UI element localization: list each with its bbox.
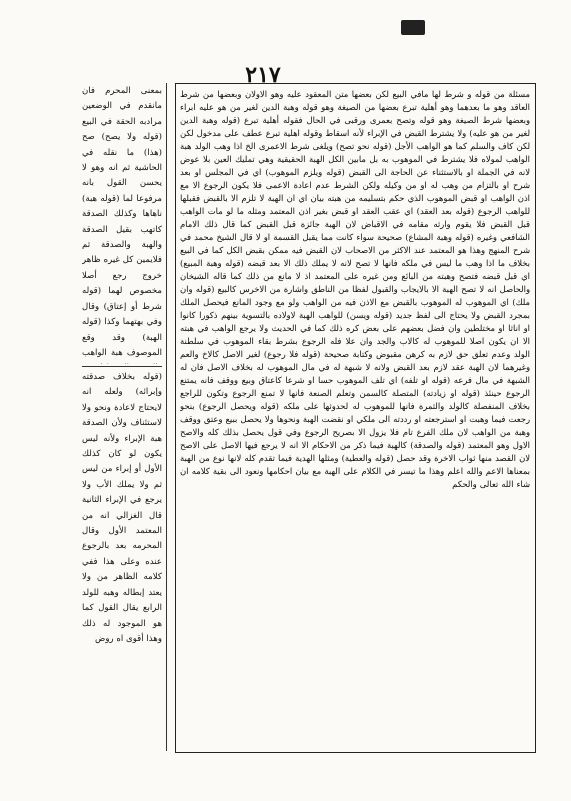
margin-note-top: بمعنى المحرم فان مانقدم في الوضعين مرادبه الحقة في البيع (قوله ولا يصح) صح (هذا) ما نقله في الحاشية ثم انه وهو لا يحسن القول بانه مرفوعا لما (قوله هبة) ناهاها وكذلك الصدقة كاتهب بقيل الصدقة والهبة والصدقة ثم فلايمين كل غيره ظاهر خروج رجع أصلا مخصوص لهما (قوله شرط أو إعتاق) وقال وفي بهتهما وكذا (قوله الهبة) وقد وقع الموصوف هبة الواهب <box>82 86 162 358</box>
header-ink-mark <box>401 20 425 35</box>
margin-note-separator <box>82 366 162 367</box>
main-text-body: مسئلة من قوله و شرط لها مافي البيع لكن بعضها متن المعقود عليه وهو الاولان وبعضها من شرط العاقد وهو ما بعدهما وهو أهلية تبرع بعضها من الصيغة وهو قوله وهبة الدين لغير من هو عليه ابراء وبعضها شرط الصيغة وهو قوله وتصح بعمرى ورقبى في الحال فقوله أهلية تبرع (قوله وهبة الدين لغير من هو عليه) ولا يشترط القبض في الإبراء لأنه اسقاط وقوله اهلية تبرع عطف على مدخول لكن لكن كاف والسلم كما هو الواهب الأجل (قوله نحو تصح) ويلغى شرط الاعمرى الخ اذا وهب الولد هبة الواهب لمولاه فلا يشترط في الموهوب به بل مابين الكل الهبة الحقيقية وهي تمليك العين بلا عوض لانه في الجملة او بالاستثناء عن الحاجة الى القبض (قوله ويلزم الموهوب) اي في المجلس او بعد شرح او بالتزام من وهب له او من وكيله ولكن الشرط عدم اعادة الاعمى فلا يكون الرجوع الا مع اذن الواهب او قبض الموهوب الذي حكم بتسليمه من هبته بيان اي ان الهبة لا تلزم الا بالقبض فقبلها للواهب الرجوع (قوله بعد العقد) اي عقب العقد او قبض بغير اذن المعتمد ومثله ما لو مات الواهب قبل القبض فلا يقوم وارثه مقامه في الاقباض لان الهبة جائزة قبل القبض كما قال ذلك الامام الشافعي وغيره (قوله وهبة المشاع) صحيحة سواء كانت مما يقبل القسمة او لا قال الشيخ محمد في شرح المنهج وهذا هو المعتمد عند الاكثر من الاصحاب لان القبض فيه ممكن بقبض الكل كما في البيع بخلاف ما اذا وهب ما ليس في ملكه فانها لا تصح لانه لا يملك ذلك الا بعد قبضه (قوله وهبة المبيع) اي قبل قبضه فتصح وهبته من البائع ومن غيره على المعتمد اذ لا مانع من ذلك كما قاله الشيخان والحاصل انه لا تصح الهبة الا بالايجاب والقبول لفظا من الناطق واشارة من الاخرس كالبيع (قوله وان ملك) اي الموهوب له الموهوب بالقبض مع الاذن فيه من الواهب ولو مع وجود المانع فيحصل الملك بمجرد القبض ولا يحتاج الى لفظ جديد (قوله ويسن) للواهب الهبة لاولاده بالتسوية بينهم ذكورا كانوا او اناثا او مختلطين وان فضل بعضهم على بعض كره ذلك كما في الحديث ولا يرجع الواهب في هبته الا ان يكون اصلا للموهوب له كالاب والجد وان علا فله الرجوع بشرط بقاء الموهوب في سلطنة الولد وعدم تعلق حق لازم به كرهن مقبوض وكتابة صحيحة (قوله فلا رجوع) لغير الاصل كالاخ والعم وغيرهما لان الهبة عقد لازم بعد القبض ولانه لا شبهة له في مال الموهوب له بخلاف الاصل فان له الشبهة في مال فرعه (قوله او تلفه) اي تلف الموهوب حسا او شرعا كاعتاق وبيع ووقف فانه يمتنع الرجوع حينئذ (قوله او زيادته) المتصلة كالسمن وتعلم الصنعة فانها لا تمنع الرجوع وتكون للراجع بخلاف المنفصلة كالولد والثمرة فانها للموهوب له لحدوثها على ملكه (قوله ويحصل الرجوع) بنحو رجعت فيما وهبت او استرجعته او رددته الى ملكي او نقضت الهبة ونحوها ولا يحصل ببيع وعتق ووقف وهبة من الواهب لان ملك الفرع تام فلا يزول الا بصريح الرجوع وفي قول يحصل بذلك كله والاصح الاول وهو المعتمد (قوله والصدقة) كالهبة فيما ذكر من الاحكام الا انه لا يرجع فيها الاصل على الاصح لان القصد منها ثواب الاخرة وقد حصل (قوله والعطية) ومثلها الهدية فيما تقدم كله لانها نوع من الهبة بمعناها الاعم والله اعلم وهذا ما تيسر في الكلام على الهبة مع بيان احكامها ونعود الى بقية كلامه ان شاء الله تعالى والحكم <box>180 89 530 489</box>
margin-note-bottom: (قوله بخلاف صدقته وإبرائه) ولعله انه لايحتاج لاعادة ونحو ولا لاستئناف ولأن الصدقة هبة الإبراء ولأنه ليس يكون لو كان كذلك الأول أو إبراء من ليس ثم ولا يملك الأب ولا يرجع في الإبراء الثانية قال الغزالي انه من المعتمد الأول وقال المحرمه بعد بالرجوع عنده وعلى هذا ففي كلامه الظاهر من ولا يعتد إبطاله وهبه للولد الرابع يقال القول كما هو الموجود له ذلك وهذا أقوى اه روض <box>82 372 162 644</box>
page-number: ٢١٧ <box>245 62 281 88</box>
column-divider <box>166 83 167 751</box>
